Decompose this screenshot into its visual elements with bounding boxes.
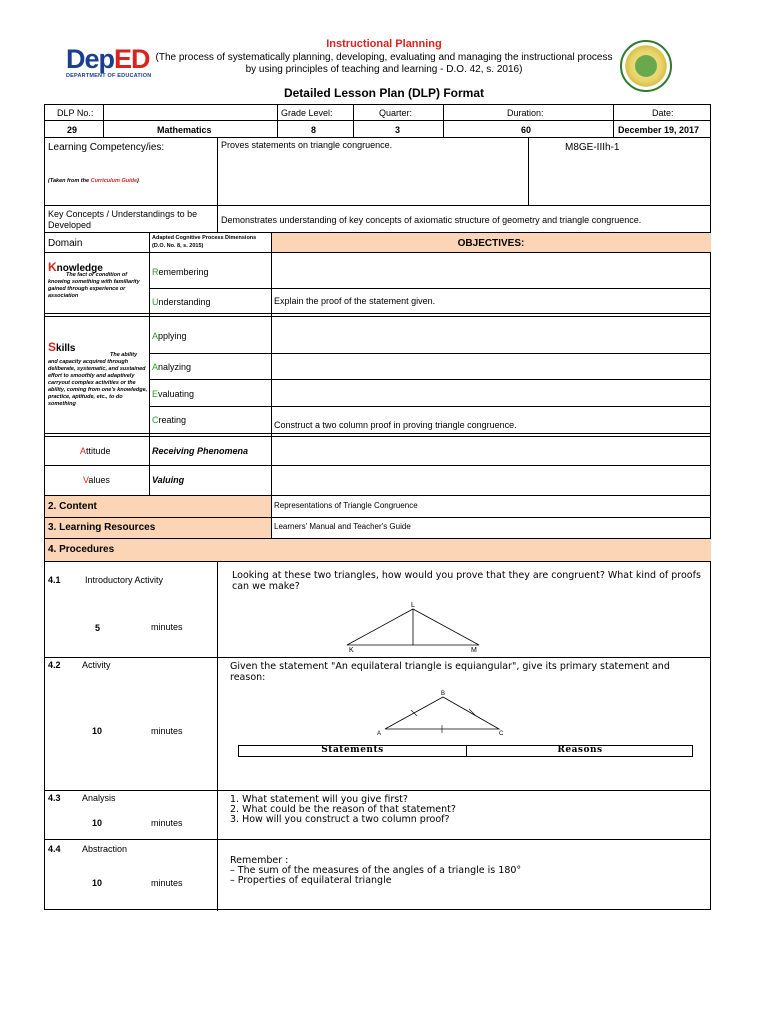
proc-4-3-line-1: 1. What statement will you give first?	[230, 794, 408, 805]
quarter-value: 3	[395, 125, 401, 135]
proc-4-1-text: Looking at these two triangles, how would you prove that they are congruent? What kind of proofs can we make?	[232, 570, 701, 592]
attitude-level: Receiving Phenomena	[152, 446, 249, 456]
skills-description: The ability and capacity acquired through deliberate, systematic, and sustained effort to smoothly and adaptively carryout complex activities or the ability, coming from one's knowledge, practice, aptitude, etc., to do something	[48, 352, 148, 407]
competency-note: (Taken from the Curriculum Guide)	[48, 178, 139, 184]
proc-4-4-line-2: – The sum of the measures of the angles of a triangle is 180°	[230, 865, 522, 876]
values-level: Valuing	[152, 475, 185, 485]
vertex-a-label: A	[377, 731, 382, 737]
content-label: 2. Content	[48, 501, 97, 512]
logo-ed: ED	[114, 44, 150, 74]
proc-4-3-name: Analysis	[82, 793, 116, 803]
applying-label: Applying	[152, 331, 187, 341]
proc-4-1-name: Introductory Activity	[85, 575, 164, 585]
key-concepts-value: Demonstrates understanding of key concepts of axiomatic structure of geometry and triangle congruence.	[221, 215, 642, 225]
dlp-no-value: 29	[67, 125, 78, 135]
proc-4-4-line-1: Remember :	[230, 855, 289, 866]
knowledge-description: The fact or condition of knowing something with familiarity gained through experience or association	[48, 272, 140, 299]
grade-level-label: Grade Level:	[281, 108, 333, 118]
competency-code: M8GE-IIIh-1	[565, 142, 620, 153]
statements-header: Statements	[321, 745, 384, 755]
logo-dep: Dep	[66, 44, 115, 74]
attitude-label: Attitude	[80, 446, 111, 456]
proc-4-4-number: 4.4	[48, 844, 61, 854]
understanding-label: Understanding	[152, 297, 211, 307]
logo-subtitle: DEPARTMENT OF EDUCATION	[66, 73, 152, 79]
duration-label: Duration:	[507, 108, 544, 118]
analyzing-label: Analyzing	[152, 362, 192, 372]
reasons-header: Reasons	[557, 745, 603, 755]
resources-label: 3. Learning Resources	[48, 522, 156, 533]
key-concepts-label: Key Concepts / Understandings to be Developed	[48, 209, 198, 230]
proc-4-1-minutes: 5	[95, 623, 101, 633]
triangle-abc-figure	[375, 689, 505, 739]
knowledge-label: Knowledge	[48, 260, 103, 274]
procedures-fill	[45, 538, 711, 561]
grade-level-value: 8	[311, 125, 317, 135]
quarter-label: Quarter:	[379, 108, 413, 118]
dlp-no-label: DLP No.:	[57, 108, 94, 118]
proc-4-2-name: Activity	[82, 660, 111, 670]
proc-4-2-unit: minutes	[151, 726, 183, 736]
section-description: (The process of systematically planning, developing, evaluating and managing the instructional process by using principles of teaching and learning - D.O. 42, s. 2016)	[155, 52, 613, 75]
competency-statement: Proves statements on triangle congruence.	[221, 140, 393, 150]
proc-4-3-minutes: 10	[92, 818, 103, 828]
lesson-plan-table	[44, 104, 711, 910]
date-label: Date:	[652, 108, 674, 118]
objectives-header: OBJECTIVES:	[457, 238, 525, 249]
document-title: Detailed Lesson Plan (DLP) Format	[283, 86, 485, 100]
values-label: Values	[83, 475, 110, 485]
vertex-k-label: K	[349, 647, 354, 653]
content-value: Representations of Triangle Congruence	[274, 501, 418, 510]
vertex-m-label: M	[471, 647, 477, 653]
procedures-label: 4. Procedures	[48, 544, 115, 555]
proc-4-4-unit: minutes	[151, 878, 183, 888]
creating-objective: Construct a two column proof in proving triangle congruence.	[274, 420, 517, 430]
date-value: December 19, 2017	[618, 125, 700, 135]
vertex-l-label: L	[411, 602, 415, 609]
duration-value: 60	[521, 125, 532, 135]
proc-4-4-name: Abstraction	[82, 844, 128, 854]
evaluating-label: Evaluating	[152, 389, 195, 399]
proc-4-1-number: 4.1	[48, 575, 61, 585]
proc-4-3-number: 4.3	[48, 793, 61, 803]
domain-label: Domain	[48, 238, 83, 249]
vertex-b-label: B	[441, 691, 446, 697]
proc-4-3-line-3: 3. How will you construct a two column proof?	[230, 814, 450, 825]
proc-4-4-minutes: 10	[92, 878, 103, 888]
proc-4-2-minutes: 10	[92, 726, 103, 736]
proc-4-3-line-2: 2. What could be the reason of that statement?	[230, 804, 456, 815]
subject-value: Mathematics	[157, 125, 212, 135]
proc-4-4-line-3: – Properties of equilateral triangle	[230, 875, 392, 886]
proc-4-2-number: 4.2	[48, 660, 61, 670]
resources-value: Learners' Manual and Teacher's Guide	[274, 522, 411, 531]
vertex-c-label: C	[499, 731, 504, 737]
competency-label: Learning Competency/ies:	[48, 142, 165, 153]
proc-4-2-text: Given the statement "An equilateral triangle is equiangular", give its primary statement and reason:	[230, 661, 670, 683]
understanding-objective: Explain the proof of the statement given.	[274, 296, 436, 306]
section-title: Instructional Planning	[326, 38, 442, 50]
proc-4-3-unit: minutes	[151, 818, 183, 828]
creating-label: Creating	[152, 415, 187, 425]
cognitive-dimension-label: Adapted Cognitive Process Dimensions (D.O. No. 8, s. 2015)	[152, 235, 257, 249]
skills-label: Skills	[48, 340, 76, 354]
two-column-proof-table	[238, 745, 693, 757]
remembering-label: Remembering	[152, 267, 209, 277]
proc-4-1-unit: minutes	[151, 622, 183, 632]
triangle-klm-figure	[335, 601, 495, 653]
